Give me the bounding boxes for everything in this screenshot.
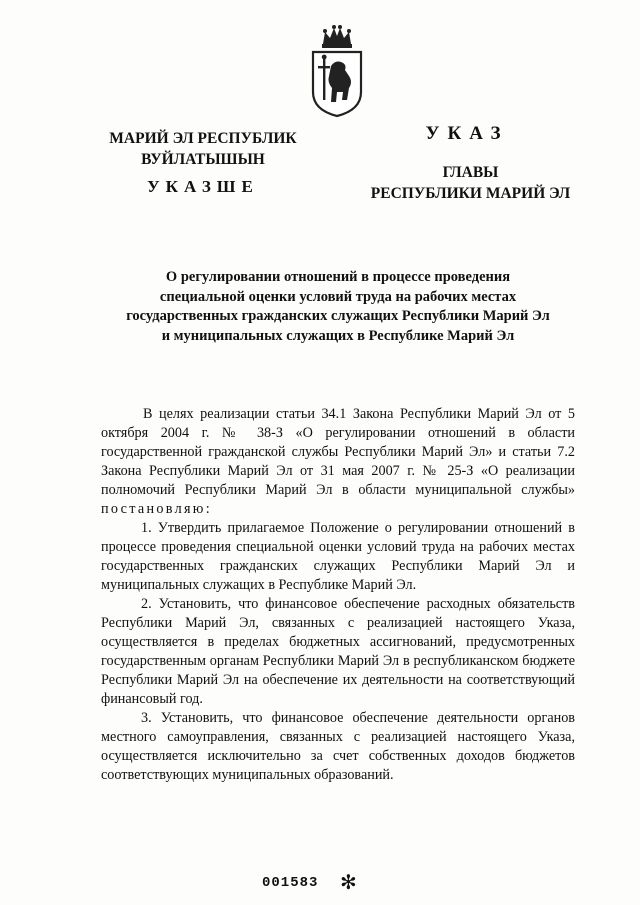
item-2: 2. Установить, что финансовое обеспечение расходных обязательств Республики Марий Эл, связанных с реализацией настоящего Указа, осуществляется в пределах бюджетных ассигнований, предусмотренных государственным органам Республики Марий Эл в республиканском бюджете Республики Марий Эл на обеспечение их деятельности на соответствующий финансовый год. <box>101 596 575 707</box>
header-right-line1: УКАЗ <box>425 123 509 144</box>
footer-mark: ✻ <box>340 870 357 894</box>
document-body <box>101 405 575 785</box>
header-right-line2: ГЛАВЫ <box>442 164 499 181</box>
header-left-line1: МАРИЙ ЭЛ РЕСПУБЛИК <box>109 130 297 147</box>
title-line2: специальной оценки условий труда на рабочих местах <box>159 288 517 305</box>
header-left-line2: ВУЙЛАТЫШЫН <box>141 151 265 168</box>
title-line3: государственных гражданских служащих Республики Марий Эл <box>126 308 550 325</box>
item-3: 3. Установить, что финансовое обеспечение деятельности органов местного самоуправления, связанных с реализацией настоящего Указа, осуществляется исключительно за счет собственных доходов бюджетов соответствующих муниципальных образований. <box>101 710 575 783</box>
preamble-text: В целях реализации статьи 34.1 Закона Республики Марий Эл от 5 октября 2004 г. № 38-З «О регулировании отношений в области государственной гражданской службы Республики Марий Эл» и статьи 7.2 Закона Республики Марий Эл от 31 мая 2007 г. № 25-З «О реализации полномочий Республики Марий Эл в области муниципальной службы» <box>101 406 575 498</box>
header-left-block <box>108 128 298 170</box>
preamble-paragraph <box>101 405 575 519</box>
decree-word: постановляю: <box>101 501 212 517</box>
header-left-line3: УКАЗШЕ <box>147 177 259 196</box>
document-title <box>100 268 576 346</box>
header-right-block <box>368 162 573 204</box>
title-line1: О регулировании отношений в процессе проведения <box>165 269 511 285</box>
document-number: 001583 <box>262 875 319 891</box>
coat-of-arms-icon <box>301 22 373 118</box>
item-1: 1. Утвердить прилагаемое Положение о регулировании отношений в процессе проведения специальной оценки условий труда на рабочих местах государственных гражданских служащих Республики Марий Эл и муниципальных служащих в Республике Марий Эл. <box>101 520 575 593</box>
header-right-line3: РЕСПУБЛИКИ МАРИЙ ЭЛ <box>370 185 571 202</box>
title-line4: и муниципальных служащих в Республике Марий Эл <box>161 327 515 344</box>
